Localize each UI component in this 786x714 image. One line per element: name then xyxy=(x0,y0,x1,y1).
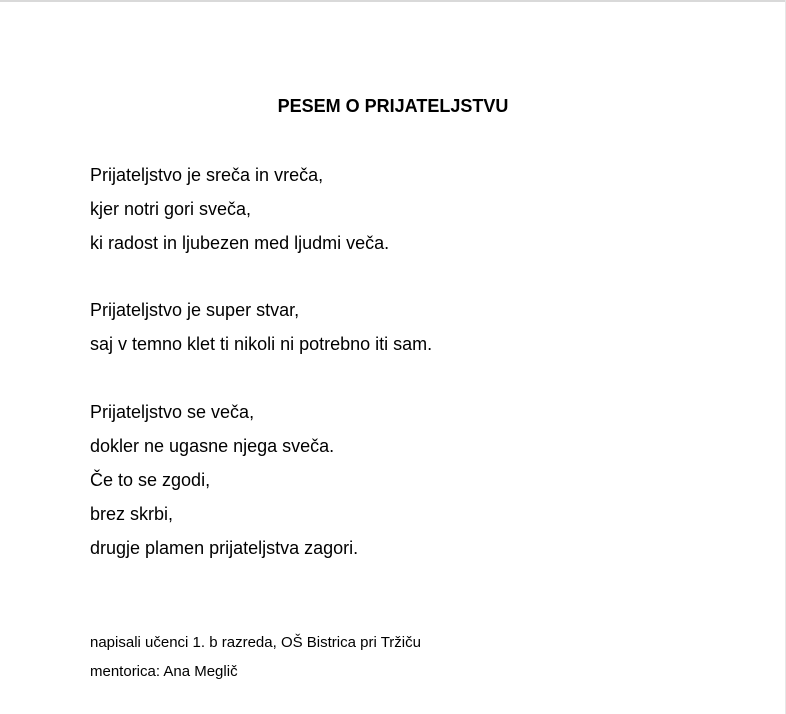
poem-line: Če to se zgodi, xyxy=(90,470,211,490)
stanza-1 xyxy=(90,158,389,260)
poem-line: kjer notri gori sveča, xyxy=(90,199,252,219)
poem-footer xyxy=(90,628,421,686)
poem-line: Prijateljstvo je super stvar, xyxy=(90,300,300,320)
mentor-credit: mentorica: Ana Meglič xyxy=(90,663,238,680)
poem-line: Prijateljstvo se veča, xyxy=(90,402,255,422)
poem-line: dokler ne ugasne njega sveča. xyxy=(90,436,335,456)
poem-title: PESEM O PRIJATELJSTVU xyxy=(277,96,509,116)
stanza-3 xyxy=(90,395,358,565)
authors-credit: napisali učenci 1. b razreda, OŠ Bistrica pri Tržiču xyxy=(90,634,421,651)
poem-line: saj v temno klet ti nikoli ni potrebno iti sam. xyxy=(90,334,433,354)
poem-line: brez skrbi, xyxy=(90,504,174,524)
poem-line: ki radost in ljubezen med ljudmi veča. xyxy=(90,233,390,253)
poem-line: Prijateljstvo je sreča in vreča, xyxy=(90,165,324,185)
stanza-2 xyxy=(90,293,432,361)
poem-line: drugje plamen prijateljstva zagori. xyxy=(90,538,359,558)
